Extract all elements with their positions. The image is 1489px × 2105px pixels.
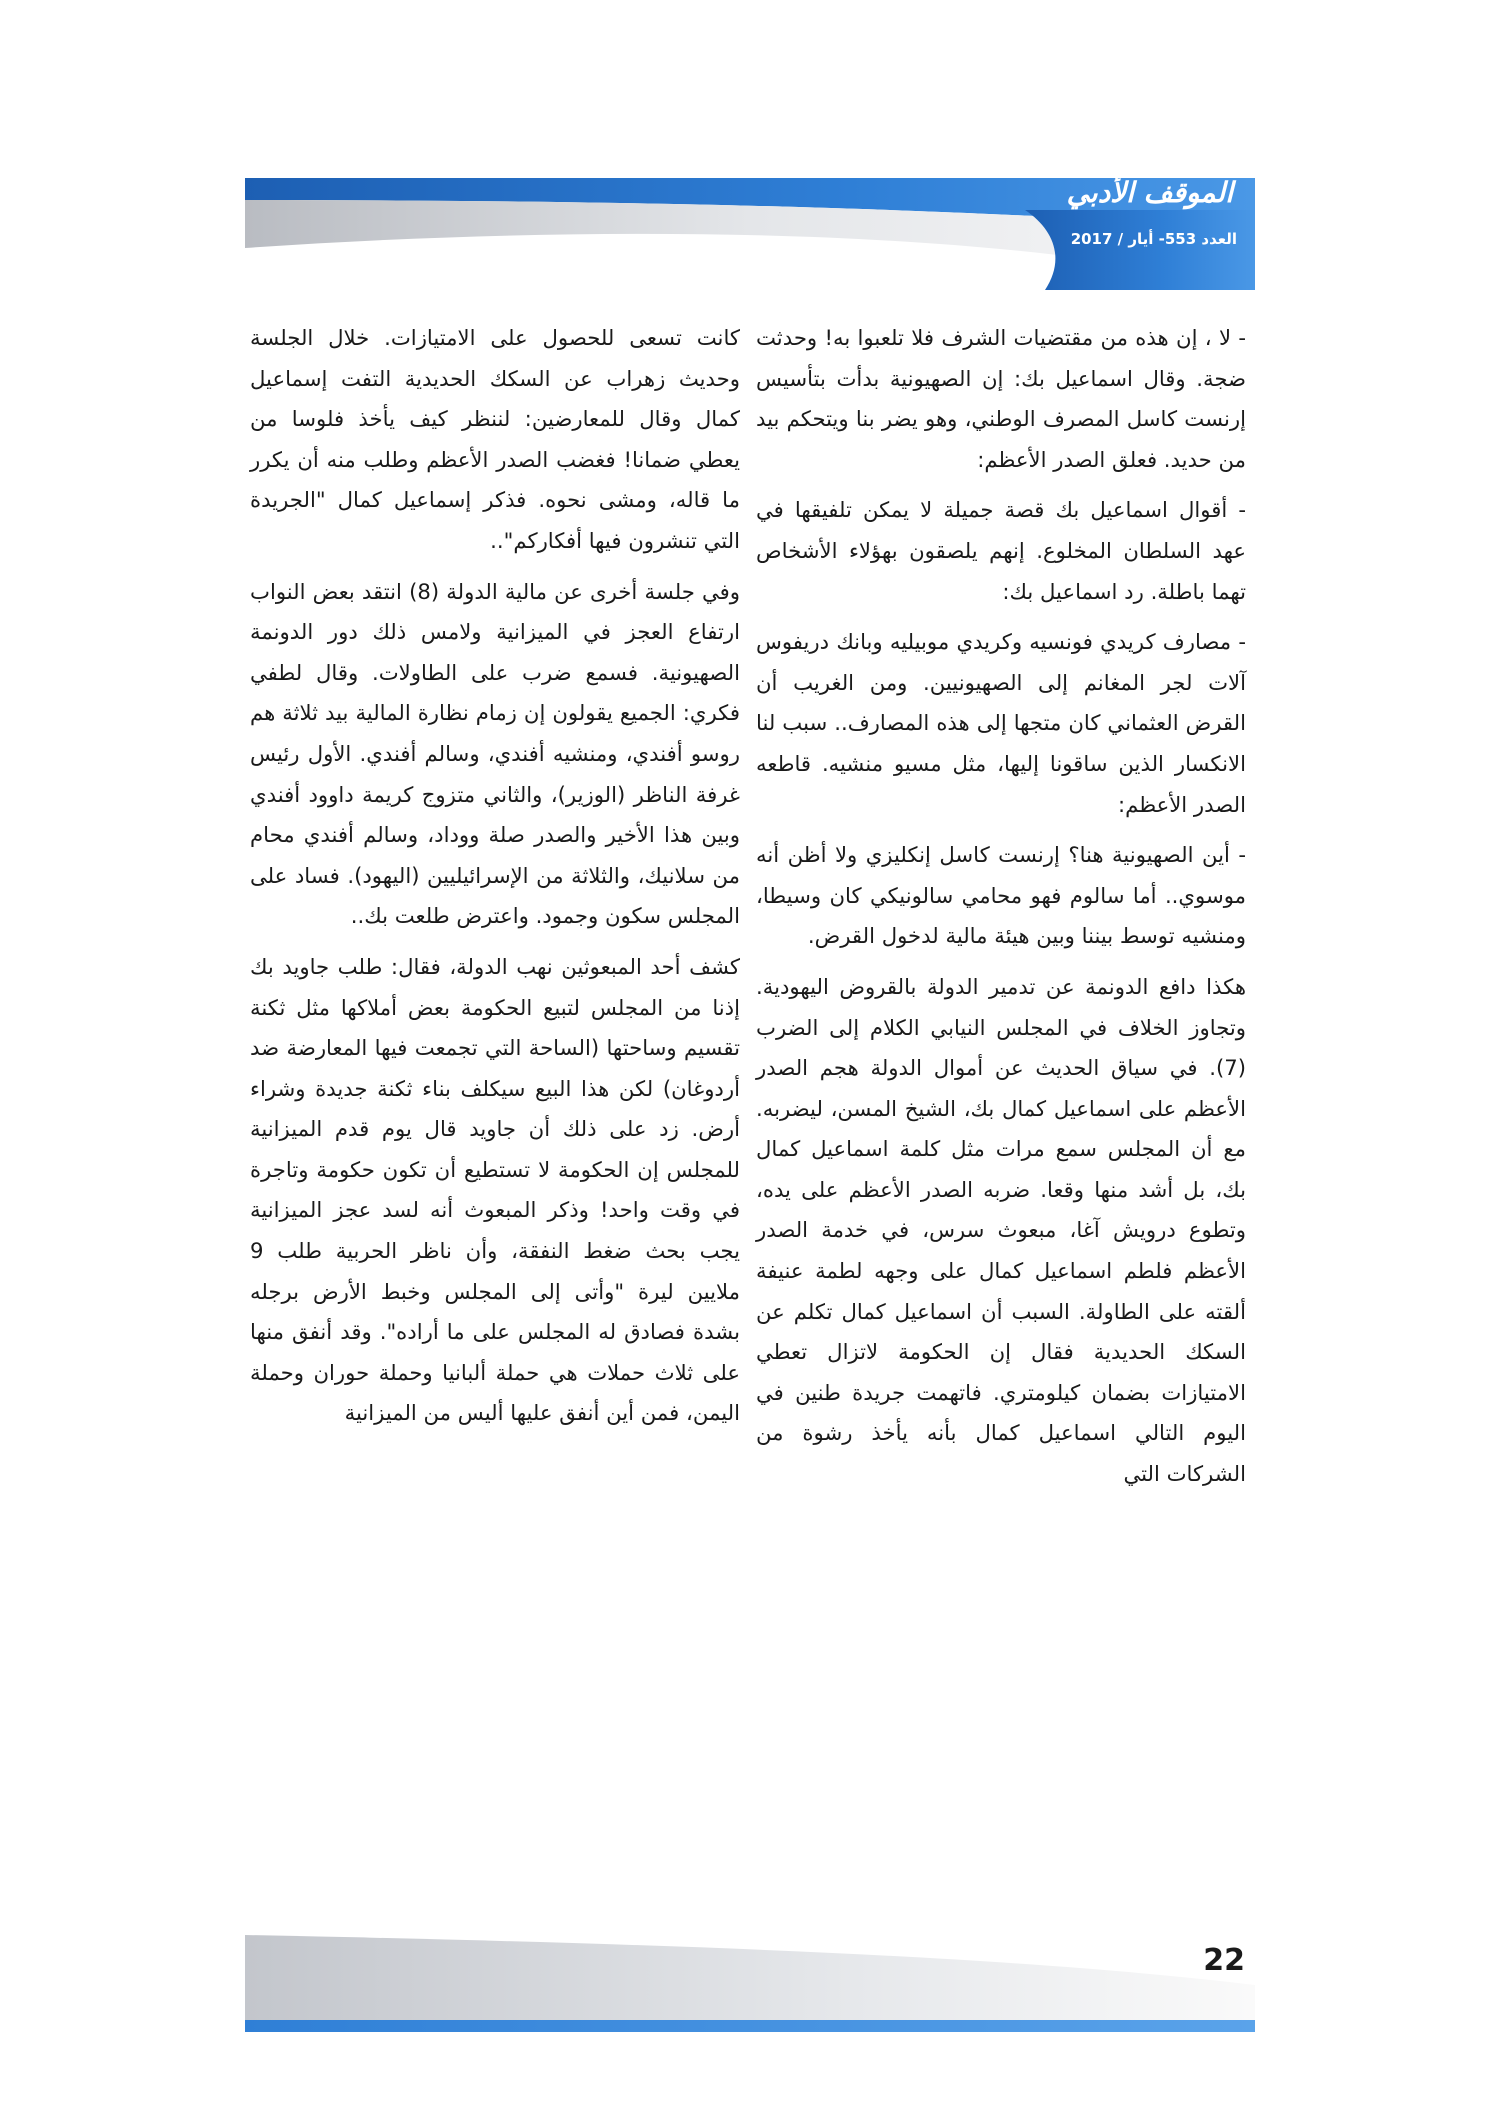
paragraph: هكذا دافع الدونمة عن تدمير الدولة بالقروض اليهودية. وتجاوز الخلاف في المجلس النيابي الكلام إلى الضرب (7). في سياق الحديث عن أموال الدولة هجم الصدر الأعظم على اسماعيل كمال بك، الشيخ المسن، ليضربه. مع أن المجلس سمع مرات مثل كلمة اسماعيل كمال بك، بل أشد منها وقعا. ضربه الصدر الأعظم على يده، وتطوع درويش آغا، مبعوث سرس، في خدمة الصدر الأعظم فلطم اسماعيل كمال على وجهه لطمة عنيفة ألقته على الطاولة. السبب أن اسماعيل كمال تكلم عن السكك الحديدية فقال إن الحكومة لاتزال تعطي الامتيازات بضمان كيلومتري. فاتهمت جريدة طنين في اليوم التالي اسماعيل كمال بأنه يأخذ رشوة من الشركات التي (756, 973, 1246, 1487)
page-number: 22 (1203, 1943, 1245, 1978)
paragraph: كانت تسعى للحصول على الامتيازات. خلال الجلسة وحديث زهراب عن السكك الحديدية التفت إسماعيل كمال وقال للمعارضين: لننظر كيف يأخذ فلوسا من يعطي ضمانا! فغضب الصدر الأعظم وطلب منه أن يكرر ما قاله، ومشى نحوه. فذكر إسماعيل كمال "الجريدة التي تنشرون فيها أفكاركم".. (250, 325, 740, 553)
paragraph: - أين الصهيونية هنا؟ إرنست كاسل إنكليزي ولا أظن أنه موسوي.. أما سالوم فهو محامي سالونيكي كان وسيطا، ومنشيه توسط بيننا وبين هيئة مالية لدخول القرض. (756, 842, 1246, 949)
paragraph: - أقوال اسماعيل بك قصة جميلة لا يمكن تلفيقها في عهد السلطان المخلوع. إنهم يلصقون بهؤلاء الأشخاص تهما باطلة. رد اسماعيل بك: (756, 497, 1246, 604)
page-footer (245, 1925, 1255, 2040)
article-column-left (250, 318, 740, 1444)
paragraph: - لا ، إن هذه من مقتضيات الشرف فلا تلعبوا به! وحدثت ضجة. وقال اسماعيل بك: إن الصهيونية بدأت بتأسيس إرنست كاسل المصرف الوطني، وهو يضر بنا ويتحكم بيد من حديد. فعلق الصدر الأعظم: (756, 325, 1246, 472)
issue-info: العدد 553- أيار / 2017 (1070, 230, 1237, 248)
paragraph: كشف أحد المبعوثين نهب الدولة، فقال: طلب جاويد بك إذنا من المجلس لتبيع الحكومة بعض أملاكها مثل ثكنة تقسيم وساحتها (الساحة التي تجمعت فيها المعارضة ضد أردوغان) لكن هذا البيع سيكلف بناء ثكنة جديدة وشراء أرض. زد على ذلك أن جاويد قال يوم قدم الميزانية للمجلس إن الحكومة لا تستطيع أن تكون حكومة وتاجرة في وقت واحد! وذكر المبعوث أنه لسد عجز الميزانية يجب بحث ضغط النفقة، وأن ناظر الحربية طلب 9 ملايين ليرة "وأتى إلى المجلس وخبط الأرض برجله بشدة فصادق له المجلس على ما أراده". وقد أنفق منها على ثلاث حملات هي حملة ألبانيا وحملة حوران وحملة اليمن، فمن أين أنفق عليها أليس من الميزانية (250, 953, 740, 1426)
magazine-logo: الموقف الأدبي (1066, 176, 1233, 209)
article-column-right (756, 318, 1246, 1505)
paragraph: وفي جلسة أخرى عن مالية الدولة (8) انتقد بعض النواب ارتفاع العجز في الميزانية ولامس ذلك دور الدونمة الصهيونية. فسمع ضرب على الطاولات. وقال لطفي فكري: الجميع يقولون إن زمام نظارة المالية بيد ثلاثة هم روسو أفندي، ومنشيه أفندي، وسالم أفندي. الأول رئيس غرفة الناظر (الوزير)، والثاني متزوج كريمة داوود أفندي وبين هذا الأخير والصدر صلة ووداد، وسالم أفندي محام من سلانيك، والثلاثة من الإسرائيليين (اليهود). فساد على المجلس سكون وجمود. واعترض طلعت بك.. (250, 578, 741, 929)
page-header (245, 170, 1255, 295)
paragraph: - مصارف كريدي فونسيه وكريدي موبيليه وبانك دريفوس آلات لجر المغانم إلى الصهيونيين. ومن الغريب أن القرض العثماني كان متجها إلى هذه المصارف.. سبب لنا الانكسار الذين ساقونا إليها، مثل مسيو منشيه. قاطعه الصدر الأعظم: (756, 629, 1246, 817)
footer-swoosh-graphic (245, 1925, 1255, 2040)
